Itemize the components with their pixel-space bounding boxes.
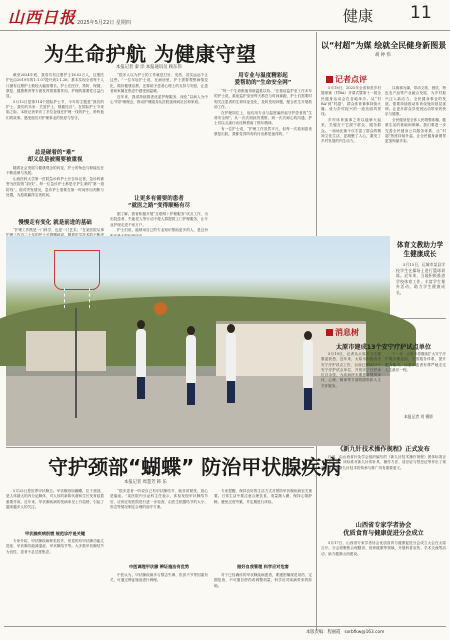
- photo-net: [64, 288, 90, 308]
- photo-credit: 本报记者 刘 摄影: [404, 414, 433, 419]
- paragraph: 据了解，我省积极开展“互联网＋护理服务”试点工作，为出院患者、失能老人等行动不便人群提供上门护理服务，让专业护理走进千家万户。: [110, 212, 208, 227]
- paragraph: 5月17日，山西省专家学者协会优质食育与健康促进分会成立大会在太原召开。分会将聚焦合理膳食、营养健康等领域，开展科普宣传、学术交流等活动，助力健康山西建设。: [321, 541, 446, 556]
- main-byline: 本报记者 秦 洋 本报通讯员 顾东伟: [116, 65, 182, 70]
- photo-caption-title: 体育文教助力学生健康成长: [396, 241, 444, 258]
- footer-editor-name: 本版责编：程丽霞: [306, 630, 341, 635]
- second-col3-text: [214, 489, 312, 561]
- photo-student-legs: [227, 381, 235, 403]
- paragraph: 中医认为，甲状腺疾病多与情志失调、饮食不节等因素有关，可通过辨证施治进行调理。: [110, 573, 208, 583]
- main-col1-text: [6, 73, 104, 147]
- main-col2-text: [110, 73, 208, 193]
- paragraph: “每一个生命都值得被温柔以待。”在重症监护室工作多年的护士说，重症监护室里每天都在与时间赛跑，护士们需要时刻关注患者的生命体征变化，及时发现问题，配合医生开展救治工作。: [214, 89, 312, 109]
- photo-student: [303, 340, 313, 390]
- photo-student-legs: [187, 383, 195, 405]
- masthead: [0, 0, 450, 31]
- photo-student: [186, 335, 196, 385]
- paragraph: 近年来，我省持续推进优质护理服务，深化“以病人为中心”的护理理念，推动护理服务从医院延伸到社区和家庭。: [110, 94, 208, 104]
- main-col1b-text: [6, 166, 104, 218]
- section-divider: [6, 447, 314, 448]
- second-col1-text: [6, 489, 104, 529]
- photo-student-head: [137, 320, 145, 329]
- news1-col1-text: [321, 352, 381, 440]
- second-col2-subhead: 中医调理甲状腺 辨证施治有优势: [128, 564, 190, 569]
- comment-col2-text: [385, 86, 446, 316]
- main-col3-subhead: 用专业与温度精彩起 爱帮助的“生命安全网”: [234, 73, 292, 86]
- paragraph: 对于已经确诊的甲状腺疾病患者，要遵医嘱规范用药，定期复查，不可擅自停药或调整剂量，科学应对疾病带来的影响。: [214, 573, 312, 588]
- second-col3b-text: [214, 573, 312, 625]
- paragraph: 护士们说，能够用自己的专业知识帮助更多的人，是这份: [117, 228, 208, 233]
- photo-hoop: [54, 250, 100, 290]
- news3-text: [321, 541, 446, 623]
- paragraph: 5月18日，2025年全省和美乡村篮球赛（村BA）开幕式暨第十一届全民健身运动会在各地举办。从“村BA”到“村超”，群众体育赛事持续火爆，成为乡村振兴的一道亮丽风景线。: [321, 86, 381, 117]
- photo-building: [26, 331, 106, 371]
- footer-editor: [306, 629, 384, 635]
- comment-col1-text: [321, 86, 381, 316]
- photo-student: [226, 333, 236, 383]
- paragraph: 随着社会发展与健康观念的转变，护士的角色与职能也在不断延伸与发展。: [6, 166, 104, 176]
- paragraph: “护理工作既是一门科学，也是一门艺术。”在某医院从事: [13, 228, 104, 232]
- comment-tag: [326, 74, 367, 85]
- main-col2b-text: [110, 212, 208, 236]
- second-col2-text: [110, 489, 208, 561]
- second-col3-subhead: 做好自我管理 科学应对危害: [237, 564, 289, 569]
- photo-basketball: [154, 302, 167, 315]
- paragraph: 5月25日是世界甲状腺日。甲状腺形如蝴蝶，位于颈部，是人体最大的内分泌腺体，对人体的新陈代谢和生长发育起着重要作用。近年来，甲状腺疾病的发病率呈上升趋势，引起了越来越多人的关注。: [6, 489, 104, 509]
- comment-tag-label: 记者点评: [335, 75, 367, 84]
- news1-col2-text: [385, 352, 446, 440]
- paragraph: 全民健身是全体人民增强体魄、健康生活的基础和保障。我们要进一步完善全民健身公共服务体系，让“村超”热度持续升温，让全民健身新图景更加绚丽多彩。: [385, 118, 446, 144]
- news2-text: [321, 455, 446, 515]
- second-headline: 守护颈部“蝴蝶” 防治甲状腺疾病: [48, 455, 342, 479]
- main-col2-subhead: 让更多有需要的患者 “就医之路”变得顺畅有尽: [127, 196, 191, 209]
- message-tag-label: 消息树: [335, 328, 359, 337]
- message-tag: [326, 327, 359, 338]
- main-col1c-text: [6, 228, 104, 236]
- paragraph: 专家提醒，保持良好的生活方式对预防甲状腺疾病至关重要。日常生活中要注意合理饮食，适量摄入碘，保持心情舒畅，避免过度劳累，并定期进行体检。: [214, 489, 312, 504]
- news1-title: 太原市建成13个安宁疗护试点单位: [335, 344, 432, 351]
- photo-pole: [75, 308, 77, 418]
- newspaper-logo: 山西日报: [8, 8, 77, 27]
- section-name: 健康: [343, 7, 374, 25]
- second-col2b-text: [110, 573, 208, 625]
- photo-student-legs: [304, 388, 312, 410]
- news3-title: 山西省专家学者协会 优质食育与健康促进分会成立: [343, 522, 424, 537]
- right-headline: 以“村超”为媒 绘就全民健身新图景: [321, 41, 447, 50]
- paragraph: 山西医科大学第一医院急诊科护士长告诉记者，急诊科被誉为医院的“前线”，每一位急诊护士都是守护生命的“第一道防线”。面对突发情况，急诊护士需要在第一时间作出判断与处置，为抢救赢得宝贵时间。: [6, 176, 104, 197]
- paragraph: 截至2024年底，我省共有注册护士16.02万人，注册医护比由2019年的1:1.07提升到1:1.26，基本实现全省每千人口拥有注册护士数较大幅度增长。护士在医疗、预防、保健、康复、健康教育等方面发挥着重要作用，护理的重要性日益凸显。: [6, 73, 104, 99]
- paragraph: 5月15日，运城市某县学校学生在操场上进行篮球训练。近年来，当地积极推进学校体育工作，丰富学生课外活动，助力学生健康成长。: [396, 262, 445, 295]
- footer-email: sxrbfkw@163.com: [344, 630, 385, 635]
- photo-student: [136, 329, 146, 379]
- paragraph: 下一步，太原市将继续扩大安宁疗护服务覆盖面，完善服务体系，提升服务能力，让更多患者有尊严地走完人生最后一程。: [385, 352, 446, 372]
- paragraph: “很多人以为护士的工作就是打针、发药，其实远远不止这些。”一位年轻护士说，在病房里，护士需要观察病情变化，做好健康宣教，还要给予患者心理上的支持与安慰，让患者和家属在焦虑中感受到温暖。: [110, 73, 208, 93]
- paragraph: “很多患者一听说自己有甲状腺结节，就非常紧张，担心是癌症。”某医院内分泌科主任表示，体检发现甲状腺结节后，应到正规医院进行进一步检查，由医生根据结节的大小、形态等情况制定合理的治疗方案。: [110, 489, 208, 509]
- main-col3-text: [214, 89, 312, 236]
- paragraph: 有一位护士说，“护理工作虽然平凡，但每一次看到患者康复出院，我都觉得所有的付出都是值得的。”: [214, 126, 312, 137]
- paragraph: 5月19日，记者从太原市卫生健康委获悉，近年来，太原市积极推进安宁疗护试点工作，目前已建成13个安宁疗护试点单位，开放安宁疗护床位百余张，为疾病终末期患者提供身体、心理、精神等方面的照料和人文关怀服务。: [321, 352, 381, 388]
- photo-student-head: [187, 326, 195, 335]
- right-byline: 胡 钟 伟: [375, 53, 391, 58]
- paragraph: 以赛事为媒，带动文旅、餐饮、特色农产品等产业融合发展，为乡村振兴注入新活力。全民健身事业的发展，需要持续推动体育设施向基层延伸，让更多群众享受到运动带来的快乐与健康。: [385, 86, 446, 117]
- red-square-icon: [326, 76, 333, 83]
- paragraph: 在护理岗位上，他们用专业与温度编织起守护患者的“生命安全网”。从一次次细致的观察，到一次次耐心的沟通，护士们以点滴行动诠释着南丁格尔精神。: [214, 110, 312, 126]
- paragraph: 乡村体育赛事之所以能够火起来，关键在于它源于群众、服务群众。一场场比赛不仅丰富了群众的精神文化生活，更凝聚了人心，激发了乡村发展的内生动力。: [321, 118, 381, 144]
- main-col1-subhead: 总是碰着的“难” 却又总是被需要被重视: [27, 150, 83, 163]
- footer-rule: [4, 626, 446, 627]
- news2-title: 《新九针技术操作规程》正式发布: [337, 446, 430, 453]
- paragraph: 日前，由山西省针灸学会组织编写的《新九针技术操作规程》团体标准正式发布实施。该标准对新九针的针具、操作方法、适应证与禁忌证等作出了规范，对推动新九针技术的传承与推广具有重要意义。: [321, 455, 446, 470]
- photo-student-head: [227, 324, 235, 333]
- second-col1-subhead: 甲状腺疾病别慌 规范诊疗是关键: [24, 531, 86, 536]
- page-number: 11: [410, 3, 432, 23]
- main-headline: 为生命护航 为健康守望: [44, 42, 257, 66]
- publication-date: 2025年5月22日 星期四: [77, 20, 131, 26]
- photo-student-legs: [137, 377, 145, 399]
- photo-student-head: [304, 331, 312, 340]
- red-square-icon: [326, 329, 333, 336]
- second-col1b-text: [6, 539, 104, 625]
- paragraph: 专家介绍，甲状腺疾病种类较多，常见的有甲状腺功能亢进症、甲状腺功能减退症、甲状腺结节等。大多数甲状腺结节为良性，患者不必过度焦虑。: [6, 539, 104, 554]
- second-byline: 本报记者 周慧芳 韩 乐: [124, 480, 167, 485]
- paragraph: 5月12日是第114个国际护士节，今年的主题是“我们的护士，我们的未来：关爱护士，强健经济”。在国际护士节来临之际，本报记者采访了多位奋战在护理一线的护士，聆听他们的故事，感受他们对护理事业的热爱与坚守。: [6, 99, 104, 120]
- main-col1-subhead2: 慢慢走有变化 就是前进的基础: [18, 220, 92, 226]
